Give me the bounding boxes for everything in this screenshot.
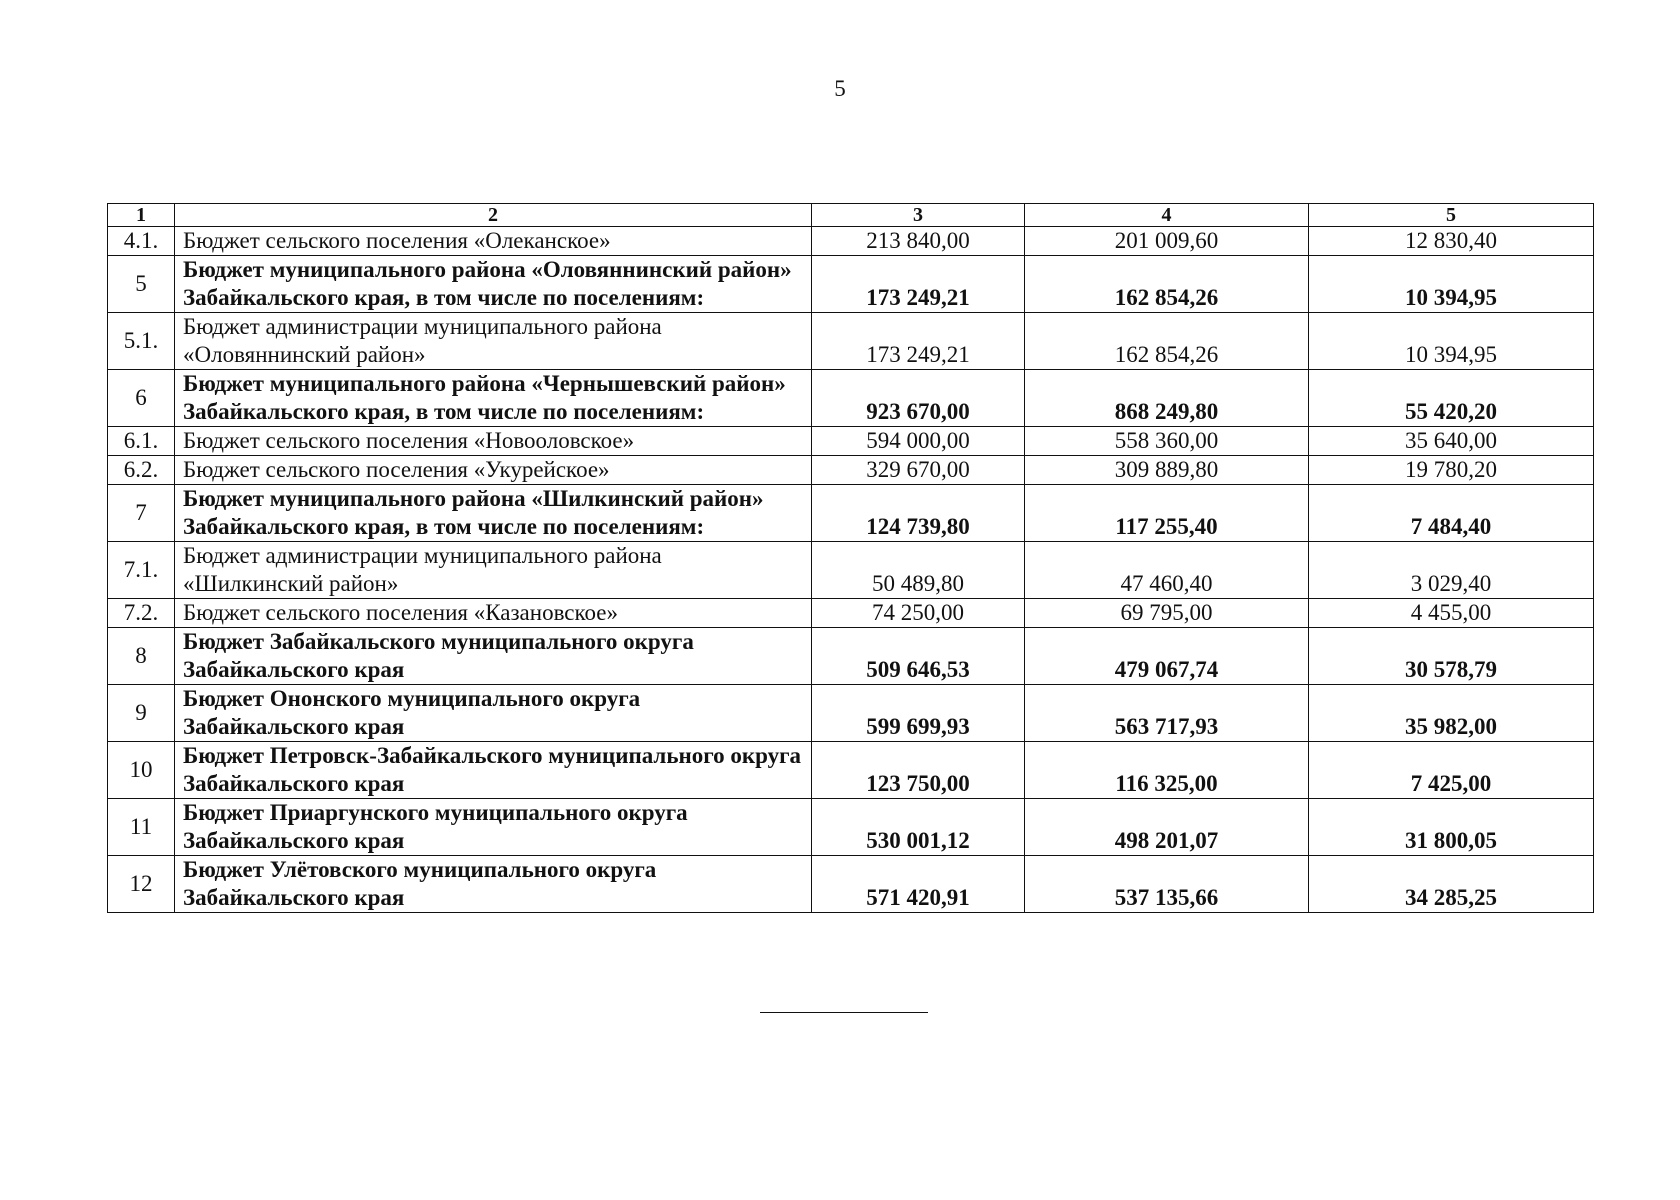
row-number-cell: 7 — [108, 485, 175, 542]
value-col3-cell: 599 699,93 — [812, 685, 1025, 742]
value-col4-cell: 498 201,07 — [1025, 799, 1309, 856]
value-col5-cell: 35 982,00 — [1309, 685, 1594, 742]
value-col5-cell: 34 285,25 — [1309, 856, 1594, 913]
table-row — [108, 742, 1594, 799]
value-col4-cell: 201 009,60 — [1025, 227, 1309, 256]
table-row — [108, 227, 1594, 256]
table-row — [108, 685, 1594, 742]
value-col3-cell: 923 670,00 — [812, 370, 1025, 427]
value-col4-cell: 558 360,00 — [1025, 427, 1309, 456]
table-row — [108, 370, 1594, 427]
value-col4-cell: 47 460,40 — [1025, 542, 1309, 599]
table-header-row — [108, 204, 1594, 227]
end-separator-line — [760, 1012, 928, 1013]
value-col4-cell: 69 795,00 — [1025, 599, 1309, 628]
row-number-cell: 11 — [108, 799, 175, 856]
budget-table — [107, 203, 1594, 913]
value-col5-cell: 10 394,95 — [1309, 256, 1594, 313]
value-col5-cell: 30 578,79 — [1309, 628, 1594, 685]
row-number-cell: 6.1. — [108, 427, 175, 456]
value-col5-cell: 10 394,95 — [1309, 313, 1594, 370]
value-col4-cell: 537 135,66 — [1025, 856, 1309, 913]
value-col3-cell: 74 250,00 — [812, 599, 1025, 628]
budget-name-cell: Бюджет муниципального района «Оловяннинский район» Забайкальского края, в том числе по поселениям: — [175, 256, 812, 313]
page-number: 5 — [834, 76, 846, 101]
value-col5-cell: 7 484,40 — [1309, 485, 1594, 542]
table-row — [108, 542, 1594, 599]
value-col5-cell: 3 029,40 — [1309, 542, 1594, 599]
value-col4-cell: 116 325,00 — [1025, 742, 1309, 799]
value-col5-cell: 12 830,40 — [1309, 227, 1594, 256]
row-number-cell: 9 — [108, 685, 175, 742]
value-col3-cell: 123 750,00 — [812, 742, 1025, 799]
column-header: 5 — [1309, 204, 1594, 227]
table-row — [108, 256, 1594, 313]
row-number-cell: 10 — [108, 742, 175, 799]
budget-name-cell: Бюджет муниципального района «Чернышевский район» Забайкальского края, в том числе по поселениям: — [175, 370, 812, 427]
budget-name-cell: Бюджет сельского поселения «Олеканское» — [175, 227, 812, 256]
budget-name-cell: Бюджет Петровск-Забайкальского муниципального округа Забайкальского края — [175, 742, 812, 799]
value-col5-cell: 19 780,20 — [1309, 456, 1594, 485]
table-row — [108, 456, 1594, 485]
column-header: 3 — [812, 204, 1025, 227]
row-number-cell: 6 — [108, 370, 175, 427]
value-col4-cell: 868 249,80 — [1025, 370, 1309, 427]
column-header: 2 — [175, 204, 812, 227]
value-col3-cell: 213 840,00 — [812, 227, 1025, 256]
budget-name-cell: Бюджет администрации муниципального района «Оловяннинский район» — [175, 313, 812, 370]
value-col4-cell: 162 854,26 — [1025, 256, 1309, 313]
value-col3-cell: 594 000,00 — [812, 427, 1025, 456]
table-row — [108, 628, 1594, 685]
column-header: 4 — [1025, 204, 1309, 227]
value-col3-cell: 124 739,80 — [812, 485, 1025, 542]
row-number-cell: 8 — [108, 628, 175, 685]
value-col5-cell: 55 420,20 — [1309, 370, 1594, 427]
table-row — [108, 856, 1594, 913]
table-row — [108, 485, 1594, 542]
value-col5-cell: 7 425,00 — [1309, 742, 1594, 799]
value-col4-cell: 117 255,40 — [1025, 485, 1309, 542]
value-col3-cell: 571 420,91 — [812, 856, 1025, 913]
budget-name-cell: Бюджет муниципального района «Шилкинский район» Забайкальского края, в том числе по поселениям: — [175, 485, 812, 542]
budget-name-cell: Бюджет Ононского муниципального округа Забайкальского края — [175, 685, 812, 742]
budget-name-cell: Бюджет Забайкальского муниципального округа Забайкальского края — [175, 628, 812, 685]
value-col3-cell: 530 001,12 — [812, 799, 1025, 856]
table-row — [108, 599, 1594, 628]
value-col4-cell: 479 067,74 — [1025, 628, 1309, 685]
row-number-cell: 7.1. — [108, 542, 175, 599]
budget-name-cell: Бюджет Улётовского муниципального округа Забайкальского края — [175, 856, 812, 913]
value-col4-cell: 309 889,80 — [1025, 456, 1309, 485]
value-col4-cell: 563 717,93 — [1025, 685, 1309, 742]
value-col3-cell: 50 489,80 — [812, 542, 1025, 599]
budget-name-cell: Бюджет Приаргунского муниципального округа Забайкальского края — [175, 799, 812, 856]
table-row — [108, 799, 1594, 856]
row-number-cell: 5 — [108, 256, 175, 313]
column-header: 1 — [108, 204, 175, 227]
row-number-cell: 4.1. — [108, 227, 175, 256]
budget-name-cell: Бюджет сельского поселения «Укурейское» — [175, 456, 812, 485]
row-number-cell: 6.2. — [108, 456, 175, 485]
value-col5-cell: 4 455,00 — [1309, 599, 1594, 628]
row-number-cell: 12 — [108, 856, 175, 913]
row-number-cell: 5.1. — [108, 313, 175, 370]
budget-name-cell: Бюджет администрации муниципального района «Шилкинский район» — [175, 542, 812, 599]
table-body — [108, 227, 1594, 913]
budget-name-cell: Бюджет сельского поселения «Казановское» — [175, 599, 812, 628]
value-col4-cell: 162 854,26 — [1025, 313, 1309, 370]
table-row — [108, 427, 1594, 456]
value-col5-cell: 31 800,05 — [1309, 799, 1594, 856]
budget-name-cell: Бюджет сельского поселения «Новооловское» — [175, 427, 812, 456]
value-col3-cell: 173 249,21 — [812, 256, 1025, 313]
value-col3-cell: 509 646,53 — [812, 628, 1025, 685]
table-row — [108, 313, 1594, 370]
value-col5-cell: 35 640,00 — [1309, 427, 1594, 456]
value-col3-cell: 173 249,21 — [812, 313, 1025, 370]
value-col3-cell: 329 670,00 — [812, 456, 1025, 485]
row-number-cell: 7.2. — [108, 599, 175, 628]
